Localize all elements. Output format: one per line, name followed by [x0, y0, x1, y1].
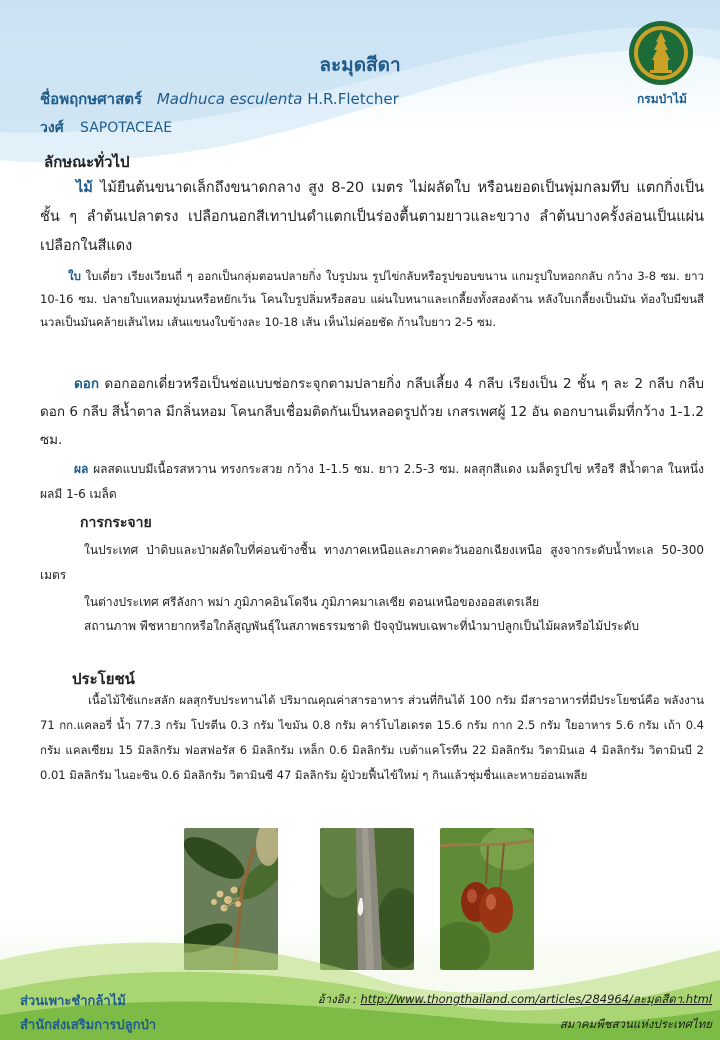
family-label: วงศ์ — [40, 120, 64, 136]
fruit-paragraph — [40, 457, 704, 507]
family-line — [40, 117, 172, 139]
fruit-text: ผลสดแบบมีเนื้อรสหวาน ทรงกระสวย กว้าง 1-1.5 ซม. ยาว 2.5-3 ซม. ผลสุกสีแดง เมล็ดรูปไข่ หรือรี สีน้ำตาล ในหนึ่งผลมี 1-6 เมล็ด — [40, 462, 704, 501]
scientific-name-author: H.R.Fletcher — [307, 90, 399, 108]
footer-office-1: ส่วนเพาะชำกล้าไม้ — [20, 994, 126, 1009]
reference-link[interactable]: http://www.thongthailand.com/articles/284964/ละมุดสีดา.html — [360, 992, 712, 1006]
uses-heading: ประโยชน์ — [72, 670, 135, 688]
family-value: SAPOTACEAE — [80, 120, 173, 136]
association-name: สมาคมพืชสวนแห่งประเทศไทย — [559, 1017, 712, 1031]
fruit-label: ผล — [74, 462, 89, 476]
reference-line — [318, 991, 712, 1009]
leaf-text: ใบเดี่ยว เรียงเวียนถี่ ๆ ออกเป็นกลุ่มตอนปลายกิ่ง ใบรูปมน รูปไข่กลับหรือรูปขอบขนาน แกมรูปใบหอกกลับ กว้าง 3-8 ซม. ยาว 10-16 ซม. ปลายใบแหลมทู่มนหรือหยักเว้น โคนใบรูปลิ่มหรือสอบ แผ่นใบหนาและเกลี้ยงทั้งสองด้าน หลังใบเกลี้ยงเป็นมัน ท้องใบมีขนสีนวลเป็นมันคล้ายเส้นไหม เส้นแขนงใบข้างละ 10-18 เส้น เห็นไม่ค่อยชัด ก้านใบยาว 2-5 ซม. — [40, 269, 705, 329]
leaf-label: ใบ — [68, 269, 81, 283]
scientific-name-line — [40, 87, 399, 111]
distribution-heading: การกระจาย — [80, 515, 152, 531]
footer-office-2: สำนักส่งเสริมการปลูกป่า — [20, 1018, 156, 1033]
tree-label: ไม้ — [76, 180, 93, 196]
distribution-abroad: ในต่างประเทศ ศรีลังกา พม่า ภูมิภาคอินโดจีน ภูมิภาคมาเลเซีย ตอนเหนือของออสเตรเลีย — [84, 595, 540, 609]
tree-text: ไม้ยืนต้นขนาดเล็กถึงขนาดกลาง สูง 8-20 เมตร ไม่ผลัดใบ หรือนยอดเป็นพุ่มกลมทึบ แตกกิ่งเป็นชั้น ๆ ลำต้นเปลาตรง เปลือกนอกสีเทาปนดำแตกเป็นร่องตื้นตามยาวและขวาง ลำต้นบางครั้งล่อนเป็นแผ่น เปลือกในสีแดง — [40, 180, 704, 254]
tree-paragraph — [40, 174, 704, 261]
reference-label: อ้างอิง : — [317, 992, 357, 1006]
flower-paragraph — [40, 370, 704, 454]
scientific-name: Madhuca esculenta — [156, 90, 303, 108]
uses-paragraph: เนื้อไม้ใช้แกะสลัก ผลสุกรับประทานได้ ปริมาณคุณค่าสารอาหาร ส่วนที่กินได้ 100 กรัม มีสารอาหารที่มีประโยชน์คือ พลังงาน 71 กก.แคลอรี่ น้ำ 77.3 กรัม โปรตีน 0.3 กรัม ไขมัน 0.8 กรัม คาร์โบไฮเดรต 15.6 กรัม กาก 2.5 กรัม ใยอาหาร 5.6 กรัม เถ้า 0.4 กรัม แคลเซียม 15 มิลลิกรัม ฟอสฟอรัส 6 มิลลิกรัม เหล็ก 0.6 มิลลิกรัม เบต้าแคโรทีน 22 มิลลิกรัม วิตามินเอ 4 มิลลิกรัม วิตามินบี 2 0.01 มิลลิกรัม ไนอะซิน 0.6 มิลลิกรัม วิตามินซี 47 มิลลิกรัม ผู้ป่วยฟื้นไข้ใหม่ ๆ กินแล้วชุ่มชื่นและหายอ่อนเพลีย — [40, 693, 704, 782]
flower-text: ดอกออกเดี่ยวหรือเป็นช่อแบบช่อกระจุกตามปลายกิ่ง กลีบเลี้ยง 4 กลีบ เรียงเป็น 2 ชั้น ๆ ละ 2 กลีบ กลีบดอก 6 กลีบ สีน้ำตาล มีกลิ่นหอม โคนกลีบเชื่อมติดกันเป็นหลอดรูปถ้วย เกสรเพศผู้ 12 อัน ดอกบานเต็มที่กว้าง 1-1.2 ซม. — [40, 376, 704, 448]
royal-forest-department-logo — [628, 20, 694, 86]
scientific-name-label: ชื่อพฤกษศาสตร์ — [40, 90, 143, 108]
flower-label: ดอก — [74, 376, 100, 392]
logo-label: กรมป่าไม้ — [637, 92, 687, 106]
conservation-status: สถานภาพ พืชหายากหรือใกล้สูญพันธุ์ในสภาพธรรมชาติ ปัจจุบันพบเฉพาะที่นำมาปลูกเป็นไม้ผลหรือไม้ประดับ — [84, 619, 640, 633]
page-title: ละมุดสีดา — [319, 54, 401, 76]
distribution-domestic: ในประเทศ ป่าดิบและป่าผลัดใบที่ค่อนข้างชื้น ทางภาคเหนือและภาคตะวันออกเฉียงเหนือ สูงจากระดับน้ำทะเล 50-300 เมตร — [40, 543, 704, 582]
leaf-paragraph — [40, 265, 704, 334]
general-heading: ลักษณะทั่วไป — [44, 153, 130, 171]
